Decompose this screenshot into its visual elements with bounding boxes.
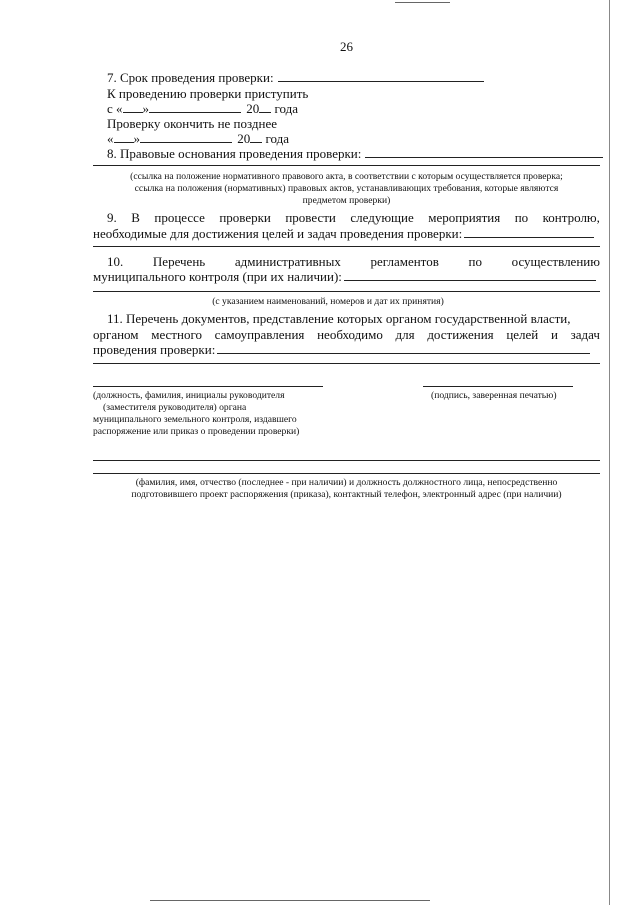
official-note-1: (фамилия, имя, отчество (последнее - при наличии) и должность должностного лица, непосредственно	[135, 477, 558, 488]
item7-start-intro: К проведению проверки приступить	[107, 86, 309, 101]
official-fill-line-2	[93, 473, 600, 474]
item8-blank	[365, 146, 603, 158]
top-edge-line	[395, 2, 450, 3]
item10-blank	[344, 269, 596, 281]
item8-fill-line	[93, 165, 600, 166]
item10-line2: муниципального контроля (при их наличии):	[93, 269, 596, 284]
item7-start-date: с « » 20 года	[107, 101, 299, 116]
item9-fill-line	[93, 246, 600, 247]
head-note-2: (заместителя руководителя) органа	[103, 402, 247, 413]
start-year-blank	[259, 101, 271, 113]
head-signature-line	[93, 386, 323, 387]
item7-end-date: « » 20 года	[107, 131, 290, 146]
item10-fill-line	[93, 291, 600, 292]
item7-label: 7. Срок проведения проверки:	[107, 70, 484, 85]
item10-note: (с указанием наименований, номеров и дат их принятия)	[212, 296, 444, 307]
item7-blank	[278, 70, 484, 82]
head-note-3: муниципального земельного контроля, издавшего	[93, 414, 297, 425]
item9-blank	[464, 226, 594, 238]
page-number: 26	[340, 39, 353, 54]
item8-note-3: предметом проверки)	[302, 195, 391, 206]
end-year-blank	[250, 131, 262, 143]
item8-note-2: ссылка на положения (нормативных) правовых актов, устанавливающих требования, которые являются	[134, 183, 559, 194]
bottom-edge-line	[150, 900, 430, 901]
item11-line3: проведения проверки:	[93, 342, 590, 357]
item9-line1: 9. В процессе проверки провести следующие мероприятия по контролю,	[107, 210, 600, 225]
start-day-blank	[123, 101, 143, 113]
item11-fill-line	[93, 363, 600, 364]
end-month-blank	[140, 131, 232, 143]
item11-line1: 11. Перечень документов, представление которых органом государственной власти,	[107, 311, 571, 326]
stamp-signature-line	[423, 386, 573, 387]
item11-blank	[217, 342, 590, 354]
item8-note-1: (ссылка на положение нормативного правового акта, в соответствии с которым осуществляется проверка;	[130, 171, 563, 182]
start-month-blank	[149, 101, 241, 113]
item11-line2: органом местного самоуправления необходимо для достижения целей и задач	[93, 327, 600, 342]
official-fill-line-1	[93, 460, 600, 461]
item9-line2: необходимые для достижения целей и задач проведения проверки:	[93, 226, 594, 241]
right-margin-line	[609, 0, 610, 905]
head-note-4: распоряжение или приказ о проведении проверки)	[93, 426, 300, 437]
head-note-1: (должность, фамилия, инициалы руководителя	[93, 390, 285, 401]
official-note-2: подготовившего проект распоряжения (приказа), контактный телефон, электронный адрес (при наличии)	[131, 489, 562, 500]
end-day-blank	[114, 131, 134, 143]
item8-label: 8. Правовые основания проведения проверки:	[107, 146, 603, 161]
stamp-note: (подпись, заверенная печатью)	[431, 390, 557, 401]
item10-line1: 10. Перечень административных регламентов по осуществлению	[107, 254, 600, 269]
item7-end-intro: Проверку окончить не позднее	[107, 116, 278, 131]
